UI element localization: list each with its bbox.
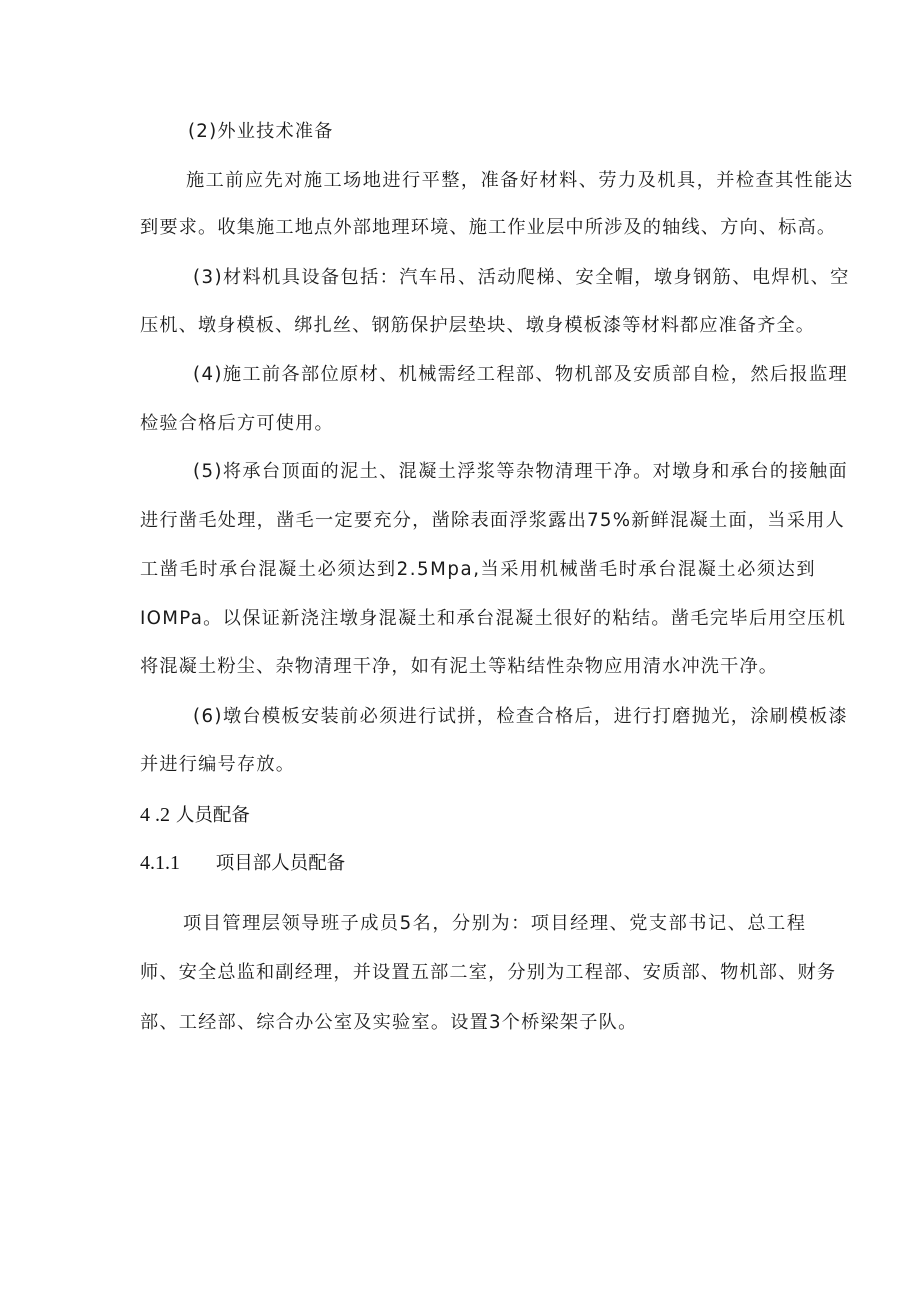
item5-line-3: 工凿毛时承台混凝土必须达到2.5Mpa,当采用机械凿毛时承台混凝土必须达到 [140, 559, 817, 580]
item5-line-1: (5)将承台顶面的泥土、混凝土浮浆等杂物清理干净。对墩身和承台的接触面 [193, 461, 849, 482]
heading-4-2 [140, 802, 250, 829]
item5-line-4: IOMPa。以保证新浇注墩身混凝土和承台混凝土很好的粘结。凿毛完毕后用空压机 [140, 608, 847, 629]
staff-line-3: 部、工经部、综合办公室及实验室。设置3个桥梁架子队。 [140, 1012, 638, 1033]
item6-line-2: 并进行编号存放。 [140, 754, 296, 775]
item4-line-2: 检验合格后方可使用。 [140, 413, 334, 434]
item2-title: (2)外业技术准备 [188, 121, 334, 142]
item4-line-1: (4)施工前各部位原材、机械需经工程部、物机部及安质部自检，然后报监理 [193, 364, 849, 385]
heading-4-1-1-number: 4.1.1 [140, 852, 180, 874]
item2-line-1: 施工前应先对施工场地进行平整，准备好材料、劳力及机具，并检查其性能达 [186, 170, 854, 191]
staff-line-2: 师、安全总监和副经理，并设置五部二室，分别为工程部、安质部、物机部、财务 [140, 962, 837, 983]
heading-4-2-number: 4 .2 [140, 804, 170, 826]
item5-line-2: 进行凿毛处理，凿毛一定要充分，凿除表面浮浆露出75%新鲜混凝土面，当采用人 [140, 510, 846, 531]
item2-line-2: 到要求。收集施工地点外部地理环境、施工作业层中所涉及的轴线、方向、标高。 [140, 217, 837, 238]
staff-line-1: 项目管理层领导班子成员5名，分别为：项目经理、党支部书记、总工程 [183, 913, 807, 934]
item3-line-2: 压机、墩身模板、绑扎丝、钢筋保护层垫块、墩身模板漆等材料都应准备齐全。 [140, 315, 816, 336]
heading-4-2-title: 人员配备 [175, 805, 250, 826]
item3-line-1: (3)材料机具设备包括：汽车吊、活动爬梯、安全帽，墩身钢筋、电焊机、空 [193, 267, 850, 288]
item6-line-1: (6)墩台模板安装前必须进行试拼，检查合格后，进行打磨抛光，涂刷模板漆 [193, 706, 849, 727]
heading-4-1-1 [140, 850, 345, 877]
heading-4-1-1-title: 项目部人员配备 [215, 853, 346, 874]
item5-line-5: 将混凝土粉尘、杂物清理干净，如有泥土等粘结性杂物应用清水冲洗干净。 [140, 656, 779, 677]
